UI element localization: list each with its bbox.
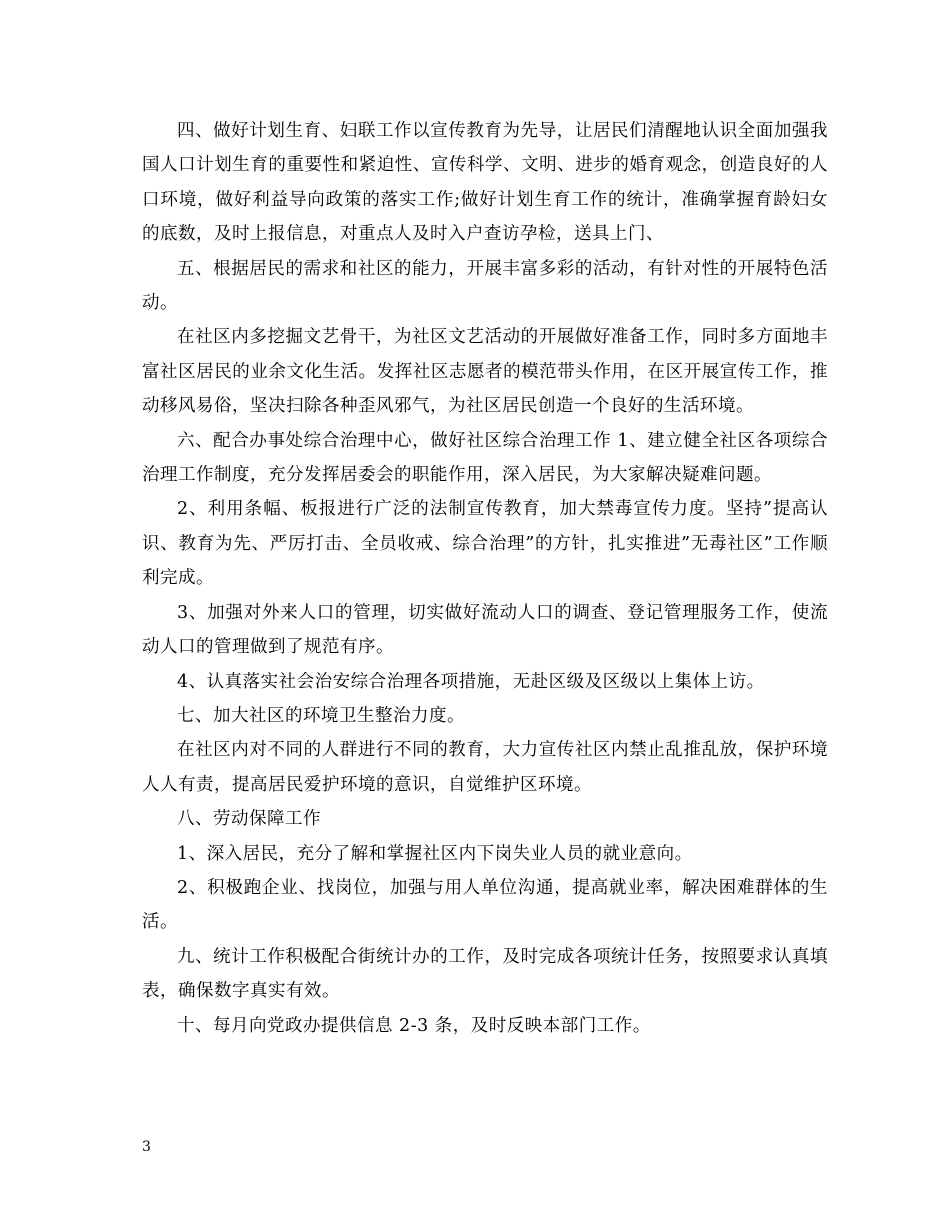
paragraph-employment-intent: 1、深入居民，充分了解和掌握社区内下岗失业人员的就业意向。: [177, 843, 693, 864]
paragraph-legal-education: 2、利用条幅、板报进行广泛的法制宣传教育，加大禁毒宣传力度。坚持”提高认识、教育为先、严厉打击、全员收戒、综合治理”的方针，扎实推进”无毒社区”工作顺利完成。: [142, 499, 828, 589]
paragraph-monthly-info: 十、每月向党政办提供信息 2-3 条，及时反映本部门工作。: [177, 1015, 651, 1036]
document-body: [142, 114, 828, 1043]
paragraph-public-security: 4、认真落实社会治安综合治理各项措施，无赴区级及区级以上集体上访。: [177, 671, 765, 692]
paragraph-family-planning: 四、做好计划生育、妇联工作以宣传教育为先导，让居民们清醒地认识全面加强我国人口计划生育的重要性和紧迫性、宣传科学、文明、进步的婚育观念，创造良好的人口环境，做好利益导向政策的落实工作;做好计划生育工作的统计，准确掌握育龄妇女的底数，及时上报信息，对重点人及时入户查访孕检，送具上门、: [142, 121, 828, 245]
paragraph-job-finding: 2、积极跑企业、找岗位，加强与用人单位沟通，提高就业率，解决困难群体的生活。: [142, 877, 828, 933]
paragraph-migrant-management: 3、加强对外来人口的管理，切实做好流动人口的调查、登记管理服务工作，使流动人口的管理做到了规范有序。: [142, 602, 828, 658]
paragraph-activities: 五、根据居民的需求和社区的能力，开展丰富多彩的活动，有针对性的开展特色活动。: [142, 258, 828, 314]
paragraph-statistics: 九、统计工作积极配合街统计办的工作，及时完成各项统计任务，按照要求认真填表，确保数字真实有效。: [142, 946, 828, 1002]
paragraph-labor-heading: 八、劳动保障工作: [177, 809, 321, 830]
paragraph-environment-heading: 七、加大社区的环境卫生整治力度。: [177, 705, 465, 726]
paragraph-comprehensive-governance: 六、配合办事处综合治理中心，做好社区综合治理工作 1、建立健全社区各项综合治理工作制度，充分发挥居委会的职能作用，深入居民，为大家解决疑难问题。: [142, 430, 828, 486]
paragraph-cultural-life: 在社区内多挖掘文艺骨干，为社区文艺活动的开展做好准备工作，同时多方面地丰富社区居民的业余文化生活。发挥社区志愿者的模范带头作用，在区开展宣传工作，推动移风易俗，坚决扫除各种歪风邪气，为社区居民创造一个良好的生活环境。: [142, 327, 828, 417]
paragraph-environment-education: 在社区内对不同的人群进行不同的教育，大力宣传社区内禁止乱推乱放，保护环境人人有责，提高居民爱护环境的意识，自觉维护区环境。: [142, 740, 828, 795]
page-number: 3: [142, 1139, 151, 1155]
